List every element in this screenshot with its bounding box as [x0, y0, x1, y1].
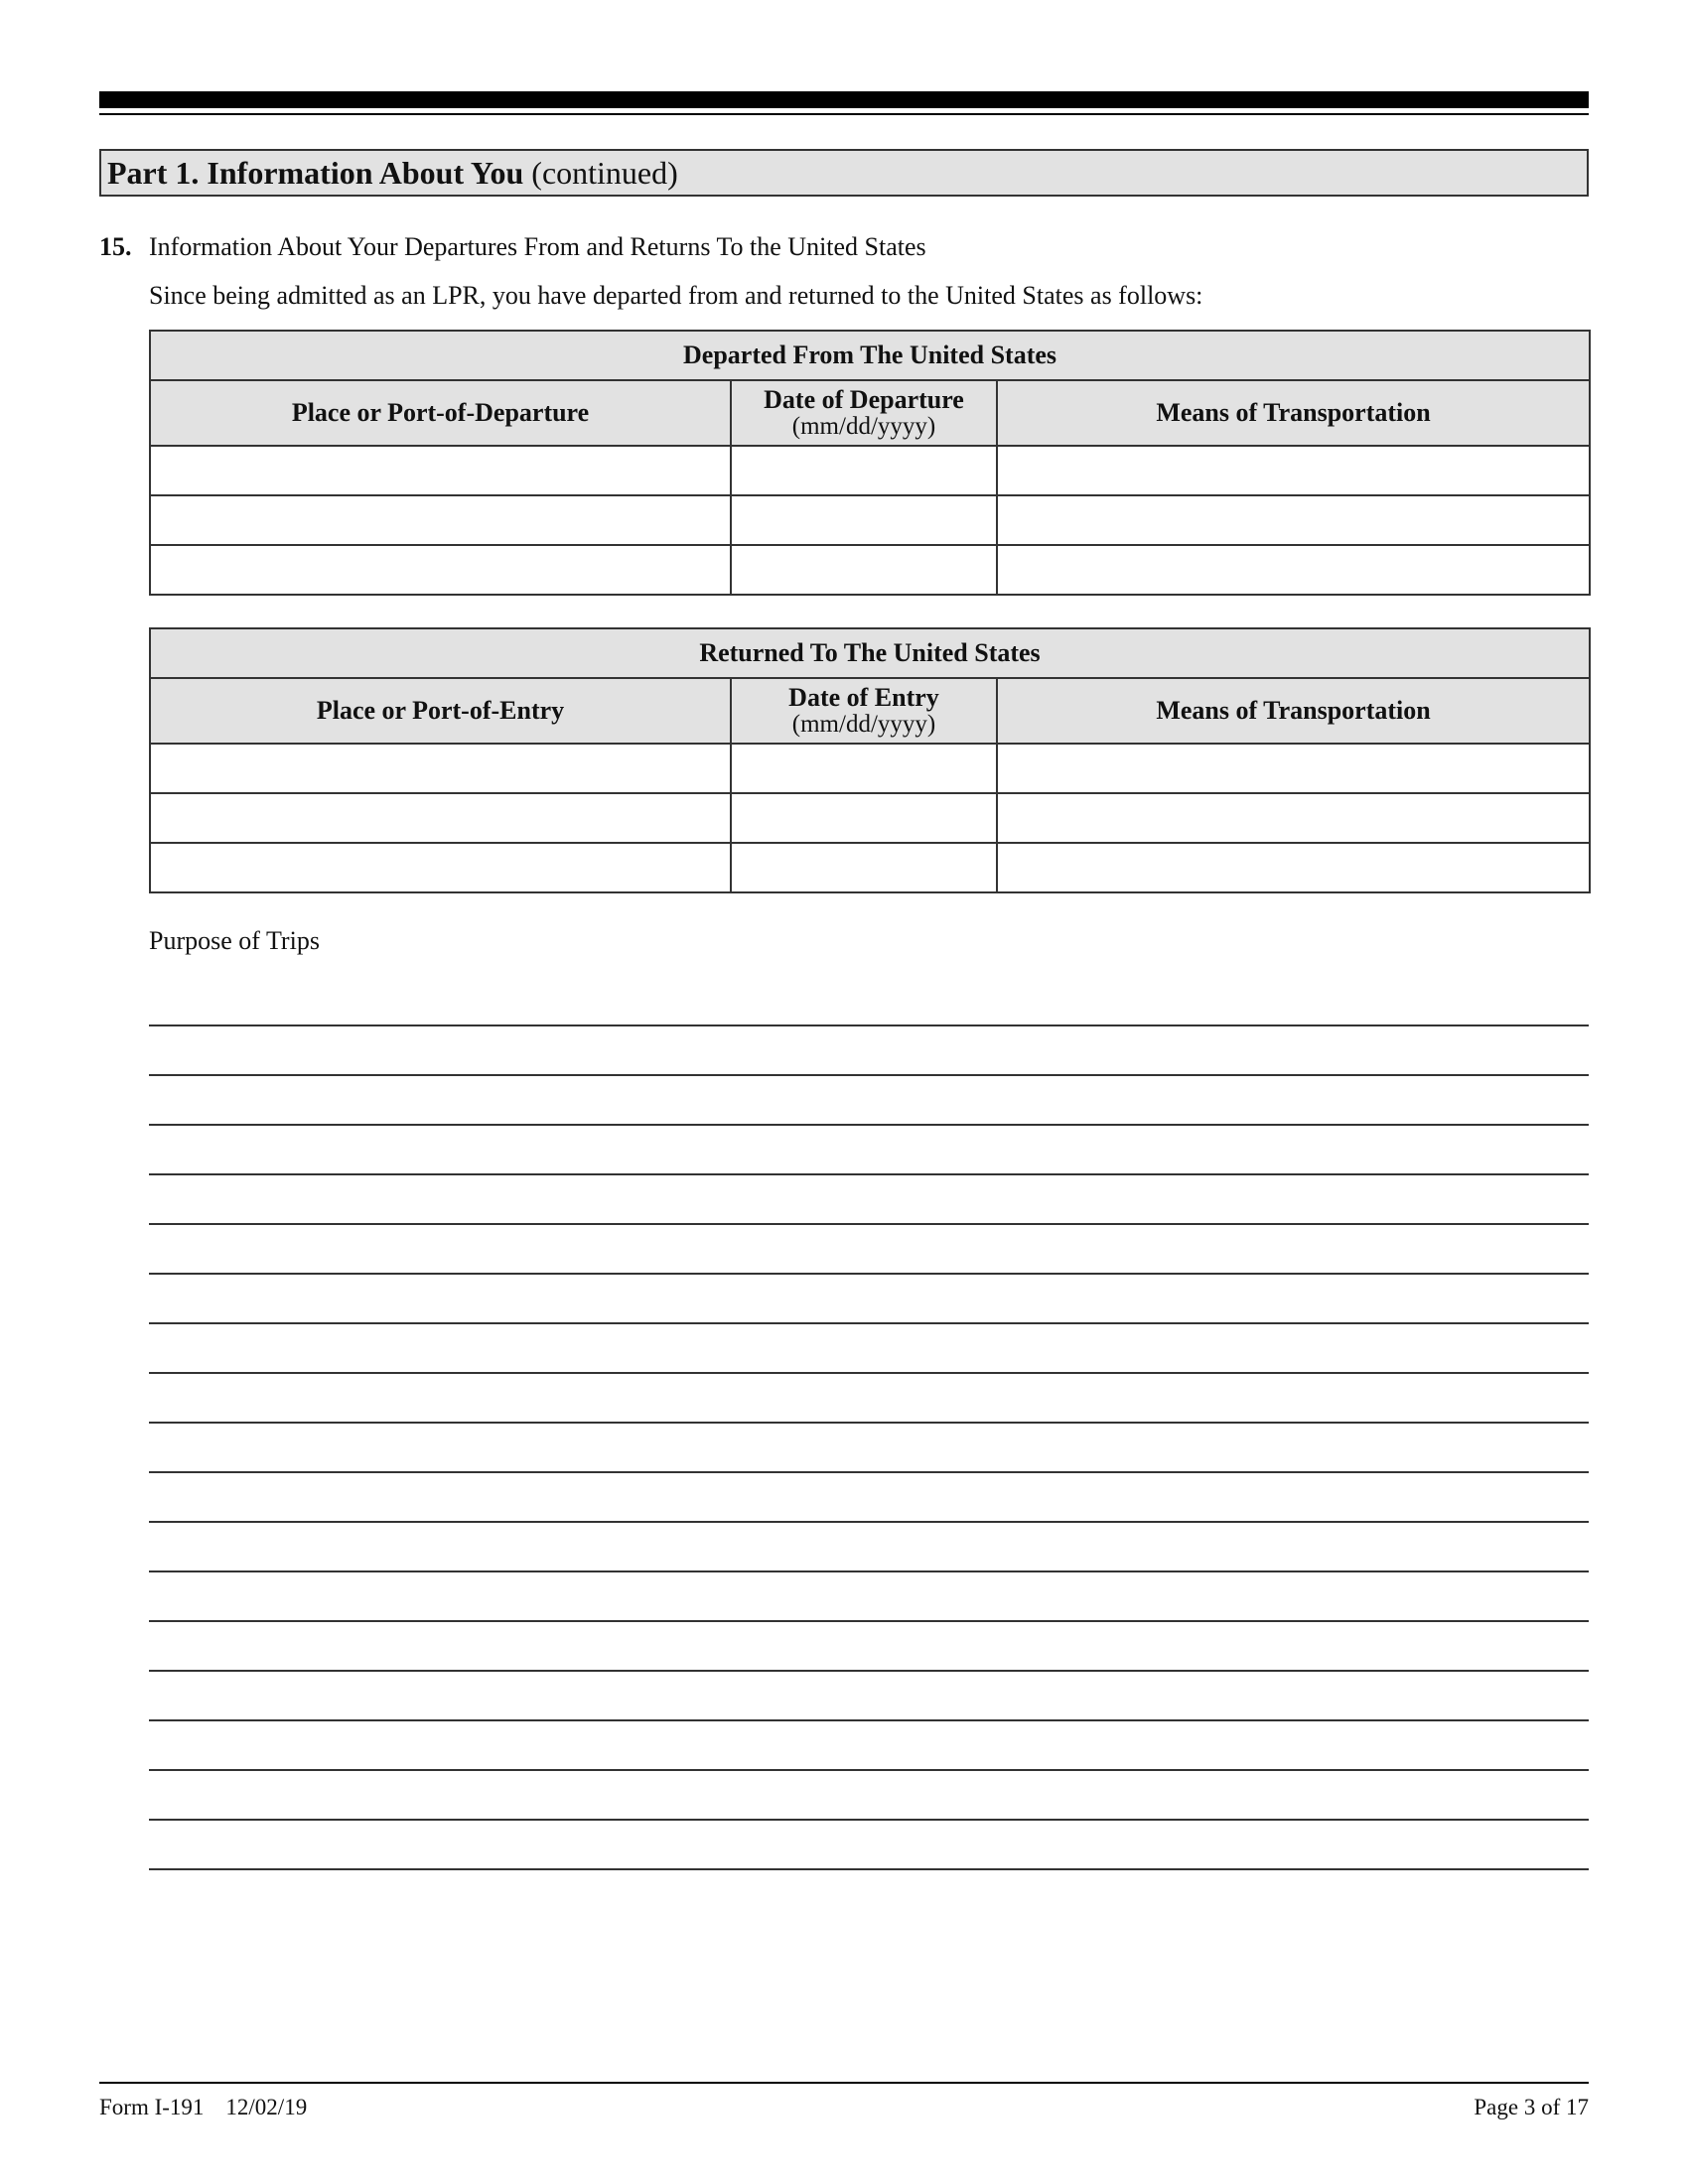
purpose-line-input[interactable] — [149, 1374, 1589, 1424]
departed-col-date — [731, 380, 997, 446]
departed-col-transport: Means of Transportation — [997, 380, 1590, 446]
departure-date-input[interactable] — [732, 447, 996, 494]
entry-transport-input[interactable] — [998, 794, 1589, 842]
departed-col-date-label: Date of Departure — [764, 385, 964, 415]
purpose-line-input[interactable] — [149, 1026, 1589, 1076]
returned-col-place: Place or Port-of-Entry — [150, 678, 731, 744]
form-edition: 12/02/19 — [225, 2095, 308, 2119]
entry-date-input[interactable] — [732, 794, 996, 842]
question-title: Information About Your Departures From and Returns To the United States — [149, 232, 926, 261]
departed-col-place: Place or Port-of-Departure — [150, 380, 731, 446]
form-id: Form I-191 — [99, 2095, 205, 2119]
question-number: 15. — [99, 232, 132, 261]
purpose-line-input[interactable] — [149, 1523, 1589, 1572]
table-row — [150, 843, 1590, 892]
purpose-line-input[interactable] — [149, 1771, 1589, 1821]
table-row — [150, 545, 1590, 595]
purpose-line-input[interactable] — [149, 1672, 1589, 1721]
table-row — [150, 446, 1590, 495]
purpose-line-input[interactable] — [149, 1076, 1589, 1126]
purpose-line-input[interactable] — [149, 1622, 1589, 1672]
departure-date-input[interactable] — [732, 496, 996, 544]
returned-col-date-format: (mm/dd/yyyy) — [791, 710, 936, 738]
purpose-line-input[interactable] — [149, 1572, 1589, 1622]
table-row — [150, 793, 1590, 843]
departed-table — [149, 330, 1591, 596]
purpose-line-input[interactable] — [149, 977, 1589, 1026]
entry-place-input[interactable] — [151, 844, 730, 891]
header-thick-rule — [99, 91, 1589, 108]
header-thin-rule — [99, 113, 1589, 115]
part-title: Part 1. Information About You — [107, 154, 524, 191]
departure-place-input[interactable] — [151, 447, 730, 494]
purpose-line-input[interactable] — [149, 1324, 1589, 1374]
purpose-label: Purpose of Trips — [149, 926, 320, 955]
purpose-lines — [149, 977, 1589, 1870]
footer-form-info — [99, 2095, 307, 2120]
purpose-line-input[interactable] — [149, 1225, 1589, 1275]
departure-place-input[interactable] — [151, 496, 730, 544]
footer-rule — [99, 2082, 1589, 2084]
returned-col-date — [731, 678, 997, 744]
departure-transport-input[interactable] — [998, 447, 1589, 494]
returned-table — [149, 627, 1591, 893]
entry-transport-input[interactable] — [998, 745, 1589, 792]
table-row — [150, 495, 1590, 545]
returned-col-date-label: Date of Entry — [788, 683, 939, 713]
departure-transport-input[interactable] — [998, 496, 1589, 544]
departed-table-caption: Departed From The United States — [150, 331, 1590, 380]
purpose-line-input[interactable] — [149, 1473, 1589, 1523]
departure-place-input[interactable] — [151, 546, 730, 594]
purpose-line-input[interactable] — [149, 1721, 1589, 1771]
returned-table-caption: Returned To The United States — [150, 628, 1590, 678]
departure-transport-input[interactable] — [998, 546, 1589, 594]
entry-place-input[interactable] — [151, 794, 730, 842]
purpose-line-input[interactable] — [149, 1175, 1589, 1225]
returned-col-transport: Means of Transportation — [997, 678, 1590, 744]
purpose-line-input[interactable] — [149, 1126, 1589, 1175]
purpose-line-input[interactable] — [149, 1275, 1589, 1324]
entry-date-input[interactable] — [732, 844, 996, 891]
part-header — [99, 149, 1589, 197]
table-row — [150, 744, 1590, 793]
departure-date-input[interactable] — [732, 546, 996, 594]
purpose-line-input[interactable] — [149, 1821, 1589, 1870]
entry-date-input[interactable] — [732, 745, 996, 792]
question-intro: Since being admitted as an LPR, you have departed from and returned to the United States as follows: — [149, 281, 1203, 310]
departed-col-date-format: (mm/dd/yyyy) — [791, 412, 936, 440]
page-number: Page 3 of 17 — [1474, 2095, 1589, 2119]
part-title-suffix: (continued) — [531, 154, 678, 191]
purpose-line-input[interactable] — [149, 1424, 1589, 1473]
entry-place-input[interactable] — [151, 745, 730, 792]
entry-transport-input[interactable] — [998, 844, 1589, 891]
